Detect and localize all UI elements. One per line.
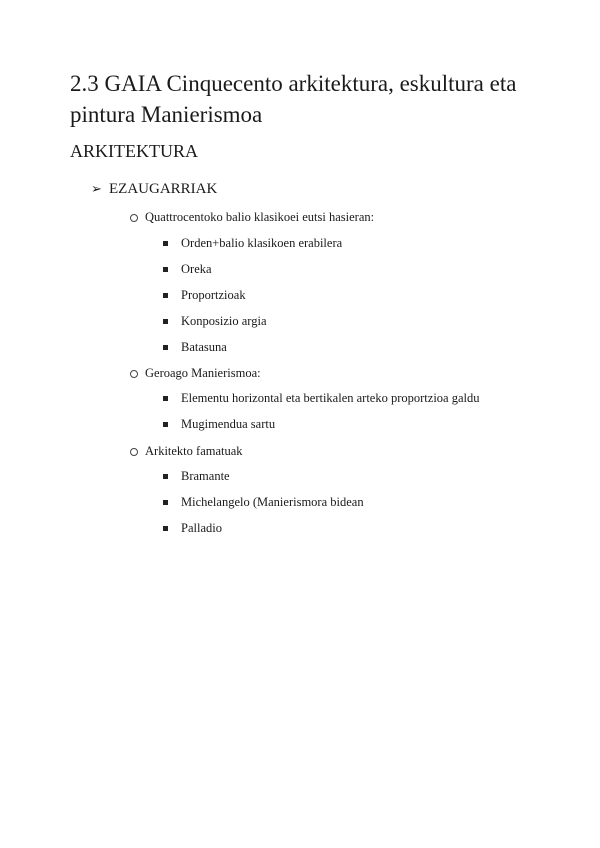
circle-bullet-icon	[130, 448, 138, 456]
square-bullet-icon	[163, 422, 168, 427]
list-item: Michelangelo (Manierismora bidean	[181, 495, 364, 509]
square-bullet-icon	[163, 293, 168, 298]
circle-bullet-icon	[130, 370, 138, 378]
list-item: Proportzioak	[181, 288, 246, 302]
list-item: Bramante	[181, 469, 230, 483]
list-item-group-label: Arkitekto famatuak	[145, 444, 243, 458]
square-bullet-icon	[163, 396, 168, 401]
list-item: Batasuna	[181, 340, 227, 354]
page-title: 2.3 GAIA Cinquecento arkitektura, eskultura eta pintura Manierismoa	[70, 71, 517, 127]
square-bullet-icon	[163, 241, 168, 246]
list-item: Konposizio argia	[181, 314, 267, 328]
list-item: Mugimendua sartu	[181, 417, 276, 431]
square-bullet-icon	[163, 500, 168, 505]
arrow-bullet-icon: ➢	[91, 182, 102, 197]
square-bullet-icon	[163, 526, 168, 531]
circle-bullet-icon	[130, 214, 138, 222]
square-bullet-icon	[163, 345, 168, 350]
list-item: Elementu horizontal eta bertikalen arteko proportzioa galdu	[181, 391, 480, 405]
list-item-group-label: Quattrocentoko balio klasikoei eutsi hasieran:	[145, 210, 375, 224]
section-heading: ARKITEKTURA	[70, 141, 198, 161]
square-bullet-icon	[163, 474, 168, 479]
list-item: Orden+balio klasikoen erabilera	[181, 236, 343, 250]
square-bullet-icon	[163, 319, 168, 324]
square-bullet-icon	[163, 267, 168, 272]
outline-heading	[91, 178, 217, 201]
list-item: Oreka	[181, 262, 212, 276]
list-item-group-label: Geroago Manierismoa:	[145, 366, 261, 380]
outline-heading-label: EZAUGARRIAK	[109, 181, 218, 197]
list-item: Palladio	[181, 521, 222, 535]
